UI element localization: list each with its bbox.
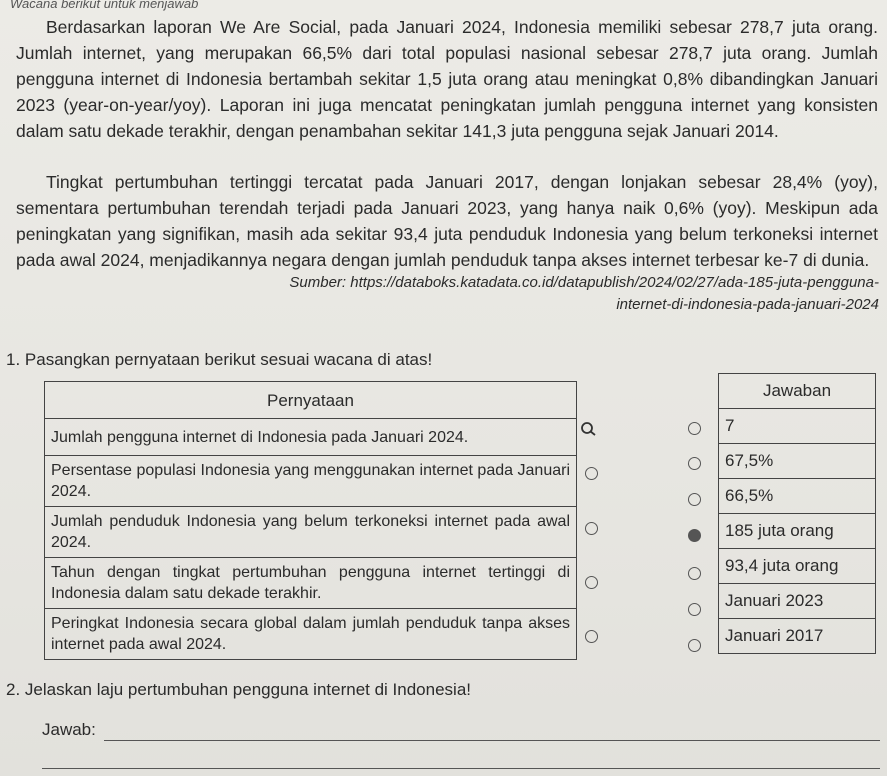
answer-line[interactable] — [42, 768, 880, 769]
answer-item: 93,4 juta orang — [719, 549, 876, 584]
statement-connector-dot[interactable] — [585, 630, 598, 643]
answer-header: Jawaban — [719, 374, 876, 409]
answer-item: 67,5% — [719, 444, 876, 479]
source-citation: Sumber: https://databoks.katadata.co.id/datapublish/2024/02/27/ada-185-juta-pengguna-internet-di-indonesia-pada-januari-2024 — [289, 274, 879, 313]
answer-prompt: Jawab: — [42, 720, 96, 739]
statement-table — [44, 381, 577, 660]
answer-connector-dot[interactable] — [688, 493, 701, 506]
question-1: 1. Pasangkan pernyataan berikut sesuai wacana di atas! — [6, 350, 433, 369]
answer-item: Januari 2017 — [719, 619, 876, 654]
answer-connector-dot[interactable] — [688, 457, 701, 470]
cut-header-text: Wacana berikut untuk menjawab — [10, 0, 199, 11]
statement-connector-dot[interactable] — [585, 576, 598, 589]
statement-item: Jumlah penduduk Indonesia yang belum terkoneksi internet pada awal 2024. — [45, 507, 577, 558]
answer-line[interactable] — [104, 740, 880, 741]
statement-item: Tahun dengan tingkat pertumbuhan pengguna internet tertinggi di Indonesia dalam satu dekade terakhir. — [45, 558, 577, 609]
answer-item: 185 juta orang — [719, 514, 876, 549]
statement-item: Peringkat Indonesia secara global dalam jumlah penduduk tanpa akses internet pada awal 2024. — [45, 609, 577, 660]
handwritten-mark-icon — [579, 421, 597, 437]
answer-connector-dot[interactable] — [688, 603, 701, 616]
statement-item: Jumlah pengguna internet di Indonesia pada Januari 2024. — [45, 419, 577, 456]
question-2: 2. Jelaskan laju pertumbuhan pengguna internet di Indonesia! — [6, 680, 472, 699]
paragraph-1: Berdasarkan laporan We Are Social, pada Januari 2024, Indonesia memiliki sebesar 278,7 juta orang. Jumlah internet, yang merupakan 66,5% dari total populasi nasional sebesar 278,7 juta orang. Jumlah pengguna internet di Indonesia bertambah sekitar 1,5 juta orang atau meningkat 0,8% dibandingkan Januari 2023 (year-on-year/yoy). Laporan ini juga mencatat peningkatan jumlah pengguna internet yang konsisten dalam satu dekade terakhir, dengan penambahan sekitar 141,3 juta pengguna sejak Januari 2014. — [16, 17, 878, 141]
paragraph-2: Tingkat pertumbuhan tertinggi tercatat pada Januari 2017, dengan lonjakan sebesar 28,4% (yoy), sementara pertumbuhan terendah terjadi pada Januari 2023, yang hanya naik 0,6% (yoy). Meskipun ada peningkatan yang signifikan, masih ada sekitar 93,4 juta penduduk Indonesia yang belum terkoneksi internet pada awal 2024, menjadikannya negara dengan jumlah penduduk tanpa akses internet terbesar ke-7 di dunia. — [16, 172, 878, 270]
answer-connector-dot[interactable] — [688, 639, 701, 652]
answer-item: Januari 2023 — [719, 584, 876, 619]
statement-connector-dot[interactable] — [585, 522, 598, 535]
statement-connector-dot[interactable] — [585, 467, 598, 480]
answer-item: 66,5% — [719, 479, 876, 514]
answer-connector-dot[interactable] — [688, 567, 701, 580]
answer-item: 7 — [719, 409, 876, 444]
statement-item: Persentase populasi Indonesia yang menggunakan internet pada Januari 2024. — [45, 456, 577, 507]
answer-table — [718, 373, 876, 654]
statement-header: Pernyataan — [45, 382, 577, 419]
answer-connector-dot[interactable] — [688, 529, 701, 542]
answer-connector-dot[interactable] — [688, 422, 701, 435]
